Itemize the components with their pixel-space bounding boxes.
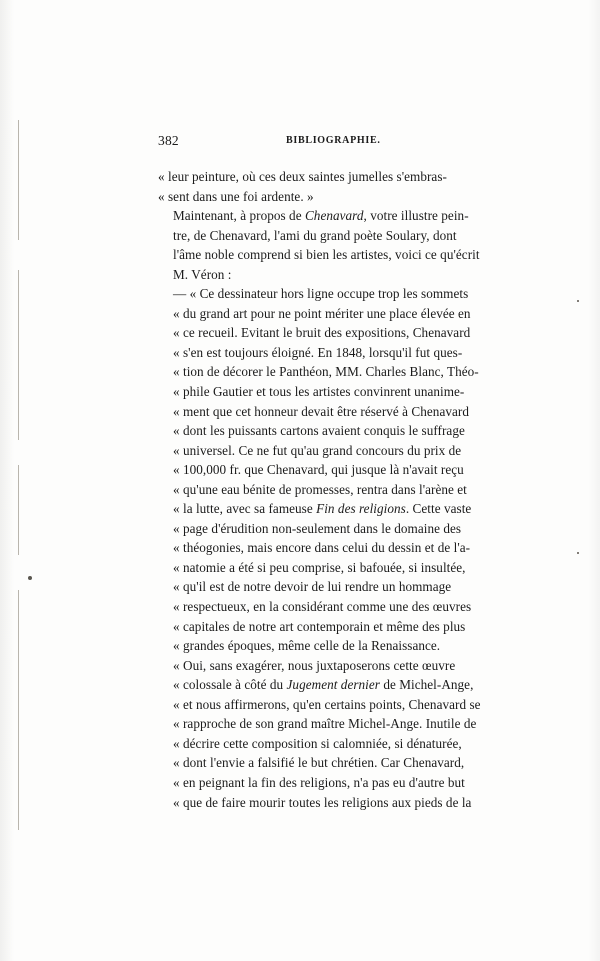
text-line: « dont l'envie a falsifié le but chrétien. Car Chenavard, [173, 755, 465, 771]
text-line: tre, de Chenavard, l'ami du grand poète Soulary, dont [173, 227, 457, 243]
text-line: « du grand art pour ne point mériter une place élevée en [173, 305, 471, 321]
text-line: « en peignant la fin des religions, n'a pas eu d'autre but [173, 774, 465, 790]
paragraph-maintenant [158, 206, 513, 284]
page-header [158, 133, 513, 151]
page-text-column [158, 133, 513, 812]
scan-speck-left [28, 576, 32, 580]
scan-speck-right-upper [577, 300, 579, 302]
text-line: « dont les puissants cartons avaient conquis le suffrage [173, 423, 465, 439]
text-line: « universel. Ce ne fut qu'au grand concours du prix de [173, 442, 462, 458]
running-head: BIBLIOGRAPHIE. [286, 135, 381, 146]
paragraph-oui-sans-exagerer [158, 656, 513, 812]
text-line: « page d'érudition non-seulement dans le domaine des [173, 520, 462, 536]
text-fragment: Maintenant, à propos de [173, 208, 305, 224]
scan-speck-right [577, 552, 579, 554]
text-line: « ce recueil. Evitant le bruit des expositions, Chenavard [173, 325, 471, 341]
scan-gutter-marks [18, 120, 21, 880]
text-line: « phile Gautier et tous les artistes convinrent unanime- [173, 384, 465, 400]
italic-jugement-dernier: Jugement dernier [286, 677, 380, 693]
text-line: « rapproche de son grand maître Michel-Ange. Inutile de [173, 716, 477, 732]
text-fragment: , votre illustre pein- [363, 208, 469, 224]
text-line: « natomie a été si peu comprise, si bafouée, si insultée, [173, 559, 466, 575]
text-line: « 100,000 fr. que Chenavard, qui jusque là n'avait reçu [173, 462, 464, 478]
text-line: « s'en est toujours éloigné. En 1848, lorsqu'il fut ques- [173, 344, 463, 360]
paragraph-veron-quote [158, 284, 513, 655]
text-line: « tion de décorer le Panthéon, MM. Charles Blanc, Théo- [173, 364, 479, 380]
text-line: « théogonies, mais encore dans celui du dessin et de l'a- [173, 540, 471, 556]
text-line-with-italic: « colossale à côté du Jugement dernier de Michel-Ange, [173, 677, 474, 693]
text-line: — « Ce dessinateur hors ligne occupe trop les sommets [173, 286, 469, 302]
text-line: « que de faire mourir toutes les religions aux pieds de la [173, 794, 472, 810]
text-line: « sent dans une foi ardente. » [158, 188, 314, 204]
text-line-with-italic: « la lutte, avec sa fameuse Fin des religions. Cette vaste [173, 501, 472, 517]
italic-chenavard: Chenavard [304, 208, 364, 224]
folio-number: 382 [158, 133, 179, 148]
text-line: « respectueux, en la considérant comme une des œuvres [173, 599, 472, 615]
paragraph-quote-continuation [158, 167, 513, 206]
text-line: M. Véron : [173, 266, 232, 282]
italic-fin-des-religions: Fin des religions [316, 501, 406, 517]
text-line: l'âme noble comprend si bien les artistes, voici ce qu'écrit [173, 247, 480, 263]
text-line: « qu'il est de notre devoir de lui rendre un hommage [173, 579, 452, 595]
text-line: « et nous affirmerons, qu'en certains points, Chenavard se [173, 696, 481, 712]
text-line: « Oui, sans exagérer, nous juxtaposerons cette œuvre [173, 657, 456, 673]
text-line: « qu'une eau bénite de promesses, rentra dans l'arène et [173, 481, 467, 497]
text-line: « grandes époques, même celle de la Renaissance. [173, 638, 441, 654]
text-line: « capitales de notre art contemporain et même des plus [173, 618, 466, 634]
text-line: « ment que cet honneur devait être réservé à Chenavard [173, 403, 469, 419]
text-line: « décrire cette composition si calomniée, si dénaturée, [173, 735, 462, 751]
text-line: « leur peinture, où ces deux saintes jumelles s'embras- [158, 169, 447, 184]
